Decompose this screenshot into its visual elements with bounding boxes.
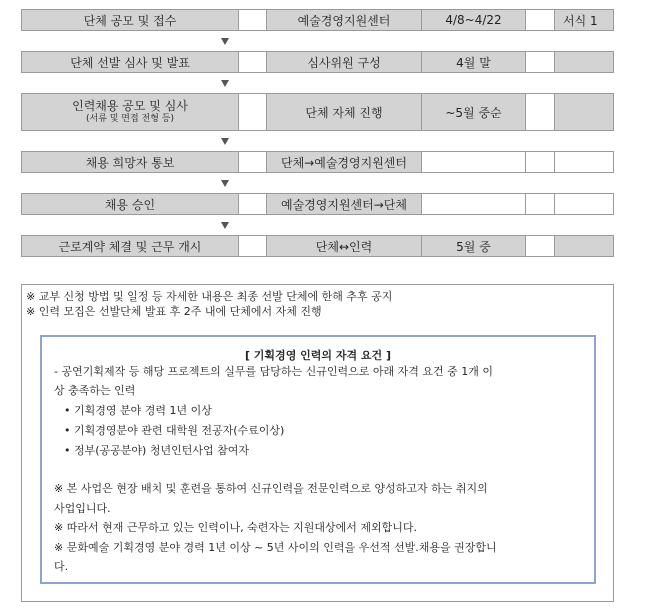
flow-step-title: 인력채용 공모 및 심사: [72, 98, 188, 113]
flow-step-owner: 단체↔인력: [267, 236, 422, 256]
note-line: ※ 교부 신청 방법 및 일정 등 자세한 내용은 최종 선발 단체에 한해 추후 공지: [26, 290, 393, 303]
arrow-down-icon: [21, 173, 614, 193]
flow-step-3: [21, 93, 614, 131]
requirement-note: 다.: [54, 560, 69, 573]
arrow-down-icon: [21, 131, 614, 151]
flow-step-4: [21, 151, 614, 173]
arrow-down-icon: [21, 215, 614, 235]
requirement-item: • 기획경영분야 관련 대학원 전공자(수료이상): [64, 424, 285, 437]
flow-spacer: [239, 194, 267, 214]
flow-step-form: [526, 52, 613, 72]
arrow-down-icon: [21, 31, 614, 51]
flow-step-label: 채용 희망자 통보: [22, 152, 239, 172]
process-flow: [21, 9, 614, 257]
flow-spacer: [239, 52, 267, 72]
flow-step-form: 서식 1: [526, 10, 613, 30]
flow-step-schedule: 4월 말: [422, 52, 526, 72]
flow-step-6: [21, 235, 614, 257]
flow-step-owner: 심사위원 구성: [267, 52, 422, 72]
flow-step-label: 단체 선발 심사 및 발표: [22, 52, 239, 72]
flow-step-schedule: 4/8~4/22: [422, 10, 526, 30]
flow-step-1: [21, 9, 614, 31]
flow-spacer: [239, 10, 267, 30]
flow-step-owner: 예술경영지원센터→단체: [267, 194, 422, 214]
requirements-intro: - 공연기획제작 등 해당 프로젝트의 실무를 담당하는 신규인력으로 아래 자격 요건 중 1개 이: [54, 365, 493, 378]
flow-step-form: [526, 236, 613, 256]
flow-step-label: 단체 공모 및 접수: [22, 10, 239, 30]
requirements-box: [40, 335, 596, 584]
flow-step-subtitle: (서류 및 면접 전형 등): [85, 113, 175, 124]
requirement-item: • 기획경영 분야 경력 1년 이상: [64, 404, 212, 417]
flow-spacer: [239, 236, 267, 256]
note-line: ※ 인력 모집은 선발단체 발표 후 2주 내에 단체에서 자체 진행: [26, 305, 322, 318]
flow-step-label: 근로계약 체결 및 근무 개시: [22, 236, 239, 256]
flow-step-form: [526, 94, 613, 130]
flow-step-owner: 예술경영지원센터: [267, 10, 422, 30]
requirement-item: • 정부(공공분야) 청년인턴사업 참여자: [64, 444, 249, 457]
flow-spacer: [239, 94, 267, 130]
flow-spacer: [239, 152, 267, 172]
flow-step-schedule: [422, 152, 526, 172]
flow-step-form: [526, 152, 613, 172]
flow-step-form: [526, 194, 613, 214]
flow-step-label: 채용 승인: [22, 194, 239, 214]
arrow-down-icon: [21, 73, 614, 93]
flow-step-schedule: ~5월 중순: [422, 94, 526, 130]
flow-step-owner: 단체→예술경영지원센터: [267, 152, 422, 172]
requirement-note: ※ 따라서 현재 근무하고 있는 인력이나, 숙련자는 지원대상에서 제외합니다.: [54, 521, 417, 534]
requirements-intro: 상 충족하는 인력: [54, 384, 136, 397]
flow-step-label: [22, 94, 239, 130]
requirement-note: ※ 문화예술 기획경영 분야 경력 1년 이상 ~ 5년 사이의 인력을 우선적 선발.채용을 권장합니: [54, 541, 497, 554]
flow-step-5: [21, 193, 614, 215]
flow-step-schedule: 5월 중: [422, 236, 526, 256]
flow-step-owner: 단체 자체 진행: [267, 94, 422, 130]
flow-step-schedule: [422, 194, 526, 214]
requirements-title: [ 기획경영 인력의 자격 요건 ]: [244, 349, 392, 362]
requirement-note: 사업입니다.: [54, 502, 111, 515]
flow-step-2: [21, 51, 614, 73]
requirement-note: ※ 본 사업은 현장 배치 및 훈련을 통하여 신규인력을 전문인력으로 양성하고자 하는 취지의: [54, 482, 488, 495]
